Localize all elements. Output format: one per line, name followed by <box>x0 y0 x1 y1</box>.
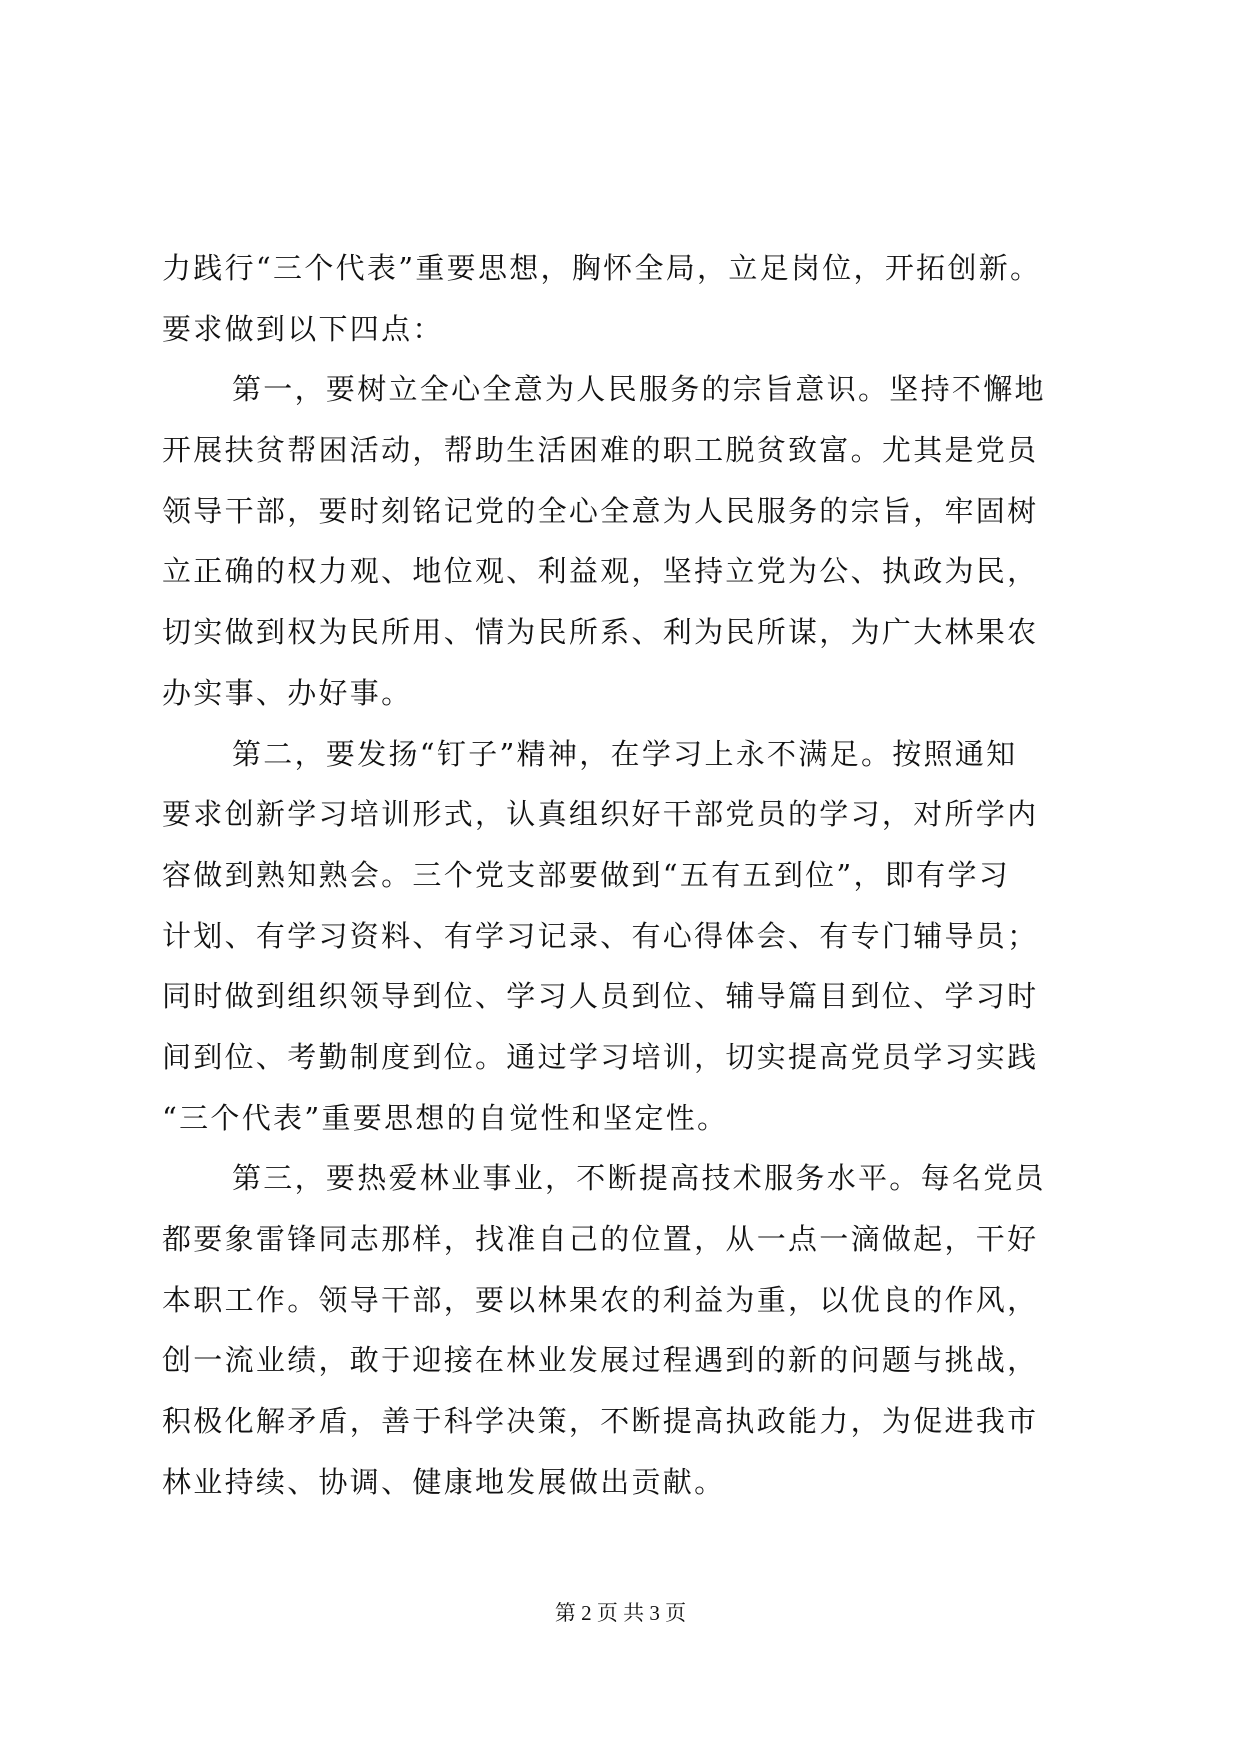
text-line: 办实事、办好事。 <box>162 675 413 710</box>
paragraph-first-line: 第三，要热爱林业事业，不断提高技术服务水平。每名党员 <box>232 1161 1046 1196</box>
text-line: 创一流业绩，敢于迎接在林业发展过程遇到的新的问题与挑战， <box>162 1343 1039 1378</box>
text-line: 积极化解矛盾，善于科学决策，不断提高执政能力，为促进我市 <box>162 1404 1039 1439</box>
body-text <box>162 238 1092 1512</box>
text-line: 林业持续、协调、健康地发展做出贡献。 <box>162 1464 726 1499</box>
text-line: 领导干部，要时刻铭记党的全心全意为人民服务的宗旨，牢固树 <box>162 493 1039 528</box>
text-line: 间到位、考勤制度到位。通过学习培训，切实提高党员学习实践 <box>162 1039 1039 1074</box>
text-line: 同时做到组织领导到位、学习人员到位、辅导篇目到位、学习时 <box>162 979 1039 1014</box>
text-line: 立正确的权力观、地位观、利益观，坚持立党为公、执政为民， <box>162 554 1039 589</box>
text-line: 都要象雷锋同志那样，找准自己的位置，从一点一滴做起，干好 <box>162 1222 1039 1256</box>
page-footer: 第 2 页 共 3 页 <box>554 1601 687 1625</box>
text-line: 要求创新学习培训形式，认真组织好干部党员的学习，对所学内 <box>162 797 1039 832</box>
text-line: 本职工作。领导干部，要以林果农的利益为重，以优良的作风， <box>162 1282 1039 1317</box>
text-line: “三个代表”重要思想的自觉性和坚定性。 <box>162 1100 729 1135</box>
text-line: 力践行“三个代表”重要思想，胸怀全局，立足岗位，开拓创新。 <box>162 251 1042 285</box>
text-line: 开展扶贫帮困活动，帮助生活困难的职工脱贫致富。尤其是党员 <box>162 433 1039 468</box>
paragraph-first-line: 第二，要发扬“钉子”精神，在学习上永不满足。按照通知 <box>232 736 1018 771</box>
text-line: 容做到熟知熟会。三个党支部要做到“五有五到位”，即有学习 <box>162 857 1011 892</box>
text-line: 切实做到权为民所用、情为民所系、利为民所谋，为广大林果农 <box>162 615 1039 650</box>
paragraph-first-line: 第一，要树立全心全意为人民服务的宗旨意识。坚持不懈地 <box>232 372 1046 407</box>
text-line: 计划、有学习资料、有学习记录、有心得体会、有专门辅导员； <box>162 918 1039 953</box>
text-line: 要求做到以下四点： <box>162 311 444 346</box>
